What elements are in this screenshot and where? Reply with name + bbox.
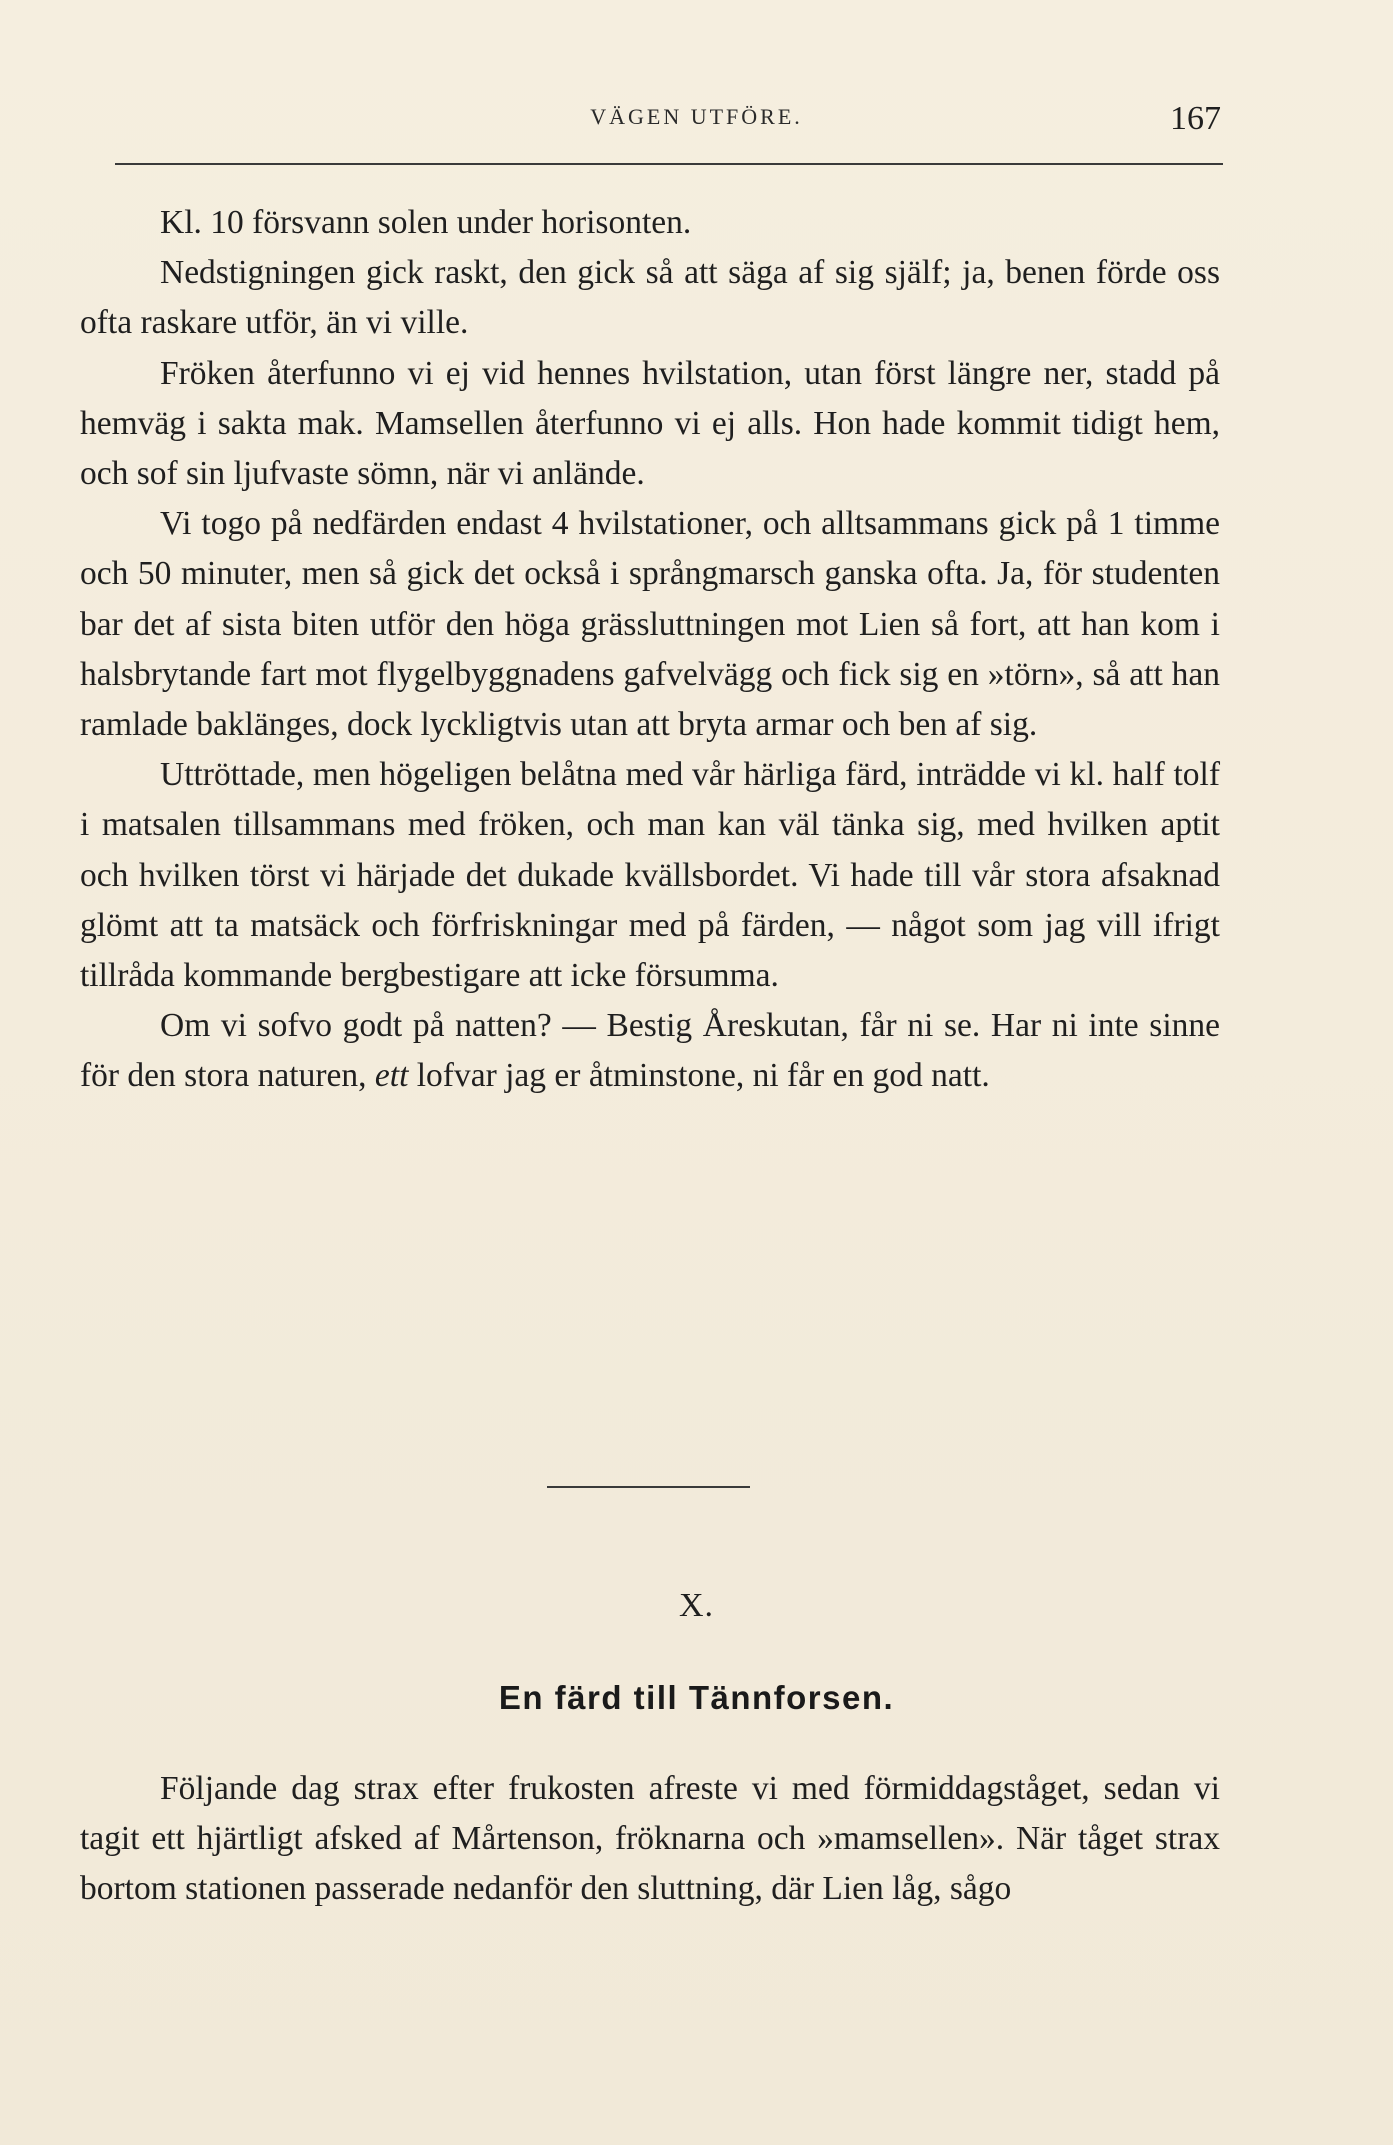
paragraph: Kl. 10 försvann solen under horisonten. (160, 204, 692, 241)
running-head (0, 100, 1393, 140)
emphasized-word: ett (374, 1057, 409, 1095)
paragraph-text: lofvar jag er åtminstone, ni får en god natt. (408, 1057, 990, 1095)
running-title: VÄGEN UTFÖRE. (590, 104, 803, 129)
paragraph: Följande dag strax efter frukosten afreste vi med förmiddagståget, sedan vi tagit ett hjärtligt afsked af Mårtenson, fröknarna och »mamsellen». När tåget strax bortom stationen passerade nedanför den sluttning, där Lien låg, sågo (80, 1770, 1220, 1908)
page-number: 167 (1170, 100, 1221, 137)
body-text (80, 198, 1220, 1102)
paragraph-text: Om vi sofvo godt på natten? — Bestig Åreskutan, får ni se. Har ni inte sinne för den stora naturen, (80, 1007, 1220, 1095)
chapter-number: X. (678, 1587, 715, 1624)
section-divider (547, 1486, 750, 1488)
paragraph: Fröken återfunno vi ej vid hennes hvilstation, utan först längre ner, stadd på hemväg i sakta mak. Mamsellen återfunno vi ej alls. Hon hade kommit tidigt hem, och sof sin ljufvaste sömn, när vi anlände. (80, 354, 1220, 493)
chapter-title: En färd till Tännforsen. (498, 1679, 895, 1716)
header-rule (115, 163, 1223, 165)
paragraph: Uttröttade, men högeligen belåtna med vår härliga färd, inträdde vi kl. half tolf i matsalen tillsammans med fröken, och man kan väl tänka sig, med hvilken aptit och hvilken törst vi härjade det dukade kvällsbordet. Vi hade till vår stora afsaknad glömt att ta matsäck och förfriskningar med på färden, — något som jag vill ifrigt tillråda kommande bergbestigare att icke försumma. (80, 756, 1220, 995)
chapter-body-text (80, 1764, 1220, 1915)
paragraph (80, 1001, 1220, 1101)
paragraph: Vi togo på nedfärden endast 4 hvilstationer, och alltsammans gick på 1 timme och 50 minuter, men så gick det också i språngmarsch ganska ofta. Ja, för studenten bar det af sista biten utför den höga grässluttningen mot Lien så fort, att han kom i halsbrytande fart mot flygelbyggnadens gafvelvägg och fick sig en »törn», så att han ramlade baklänges, dock lyckligtvis utan att bryta armar och ben af sig. (80, 505, 1220, 744)
paragraph: Nedstigningen gick raskt, den gick så att säga af sig själf; ja, benen förde oss ofta raskare utför, än vi ville. (80, 254, 1220, 342)
